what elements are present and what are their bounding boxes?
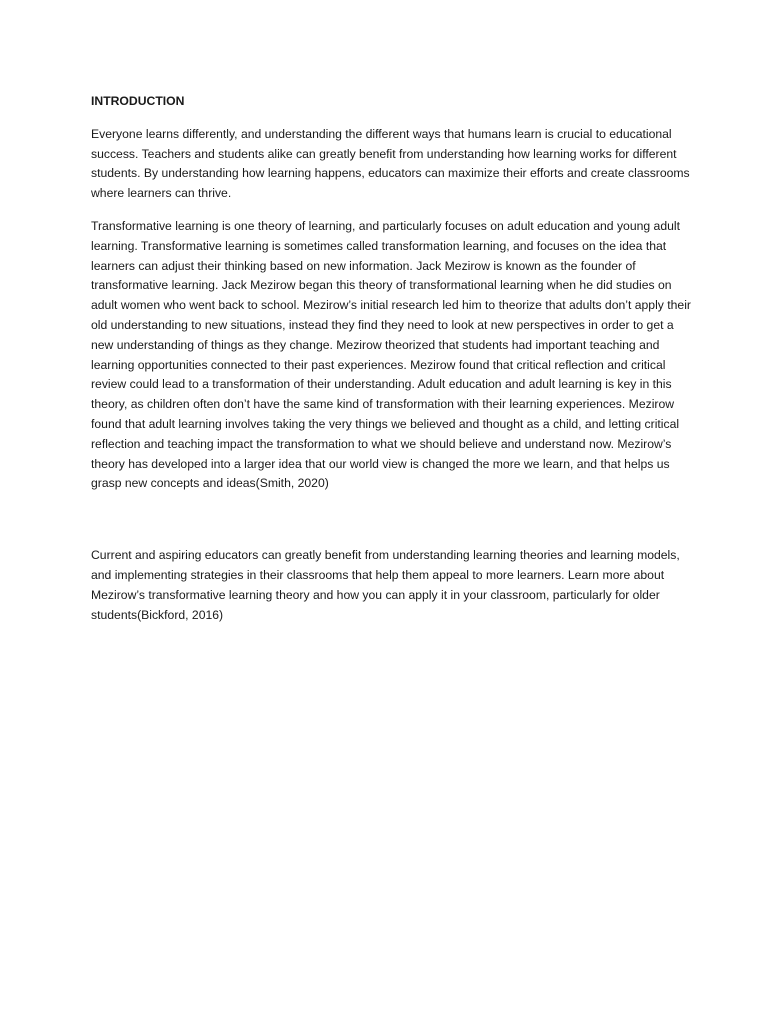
paragraph-educators: Current and aspiring educators can greatly benefit from understanding learning theories and learning models, and implementing strategies in their classrooms that help them appeal to more learners. Learn more about Mezirow’s transformative learning theory and how you can apply it in your classroom, particularly for older students(Bickford, 2016) — [91, 548, 680, 622]
document-body — [91, 92, 691, 638]
section-heading: INTRODUCTION — [91, 94, 185, 108]
paragraph-intro: Everyone learns differently, and understanding the different ways that humans learn is crucial to educational success. Teachers and students alike can greatly benefit from understanding how learning works for different students. By understanding how learning happens, educators can maximize their efforts and create classrooms where learners can thrive. — [91, 126, 690, 201]
paragraph-transformative-learning: Transformative learning is one theory of learning, and particularly focuses on adult education and young adult learning. Transformative learning is sometimes called transformation learning, and focuses on the idea that learners can adjust their thinking based on new information. Jack Mezirow is known as the founder of transformative learning. Jack Mezirow began this theory of transformational learning when he did studies on adult women who went back to school. Mezirow’s initial research led him to theorize that adults don’t apply their old understanding to new situations, instead they find they need to look at new perspectives in order to get a new understanding of things as they change. Mezirow theorized that students had important teaching and learning opportunities connected to their past experiences. Mezirow found that critical reflection and critical review could lead to a transformation of their understanding. Adult education and adult learning is key in this theory, as children often don’t have the same kind of transformation with their learning experiences. Mezirow found that adult learning involves taking the very things we believed and thought as a child, and letting critical reflection and teaching impact the transformation to what we should believe and understand now. Mezirow’s theory has developed into a larger idea that our world view is changed the more we learn, and that helps us grasp new concepts and ideas(Smith, 2020) — [91, 218, 691, 491]
